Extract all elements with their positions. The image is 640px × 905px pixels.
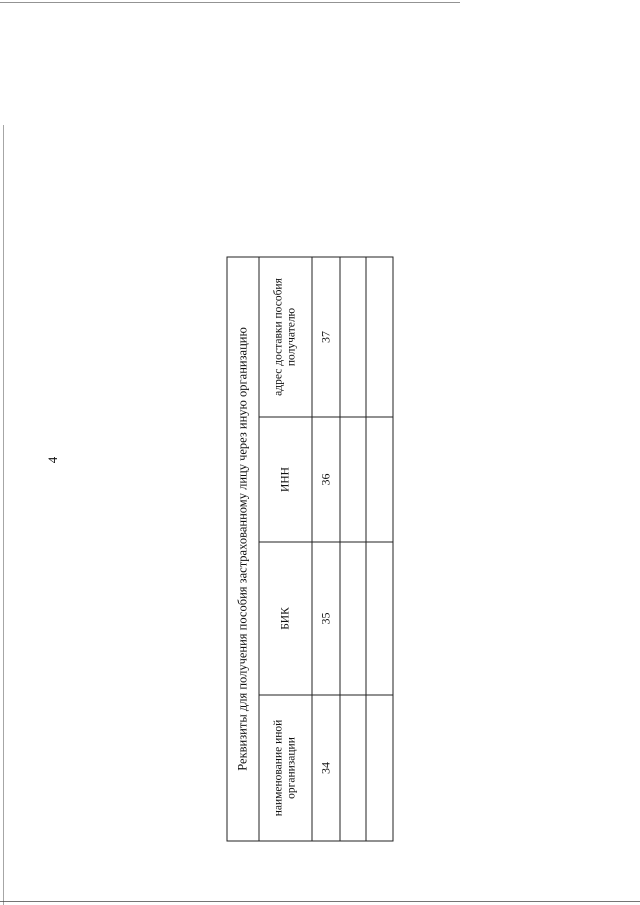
- table-cell: [340, 417, 366, 542]
- table-cell: [366, 695, 393, 841]
- table-title: Реквизиты для получения пособия застрахованному лицу через иную организацию: [227, 257, 259, 841]
- column-number-36: 36: [312, 417, 340, 542]
- table-cell: [366, 542, 393, 695]
- table-row: [340, 257, 366, 841]
- table-number-row: [312, 257, 340, 841]
- header-bik: БИК: [259, 542, 312, 695]
- table-cell: [340, 542, 366, 695]
- column-number-34: 34: [312, 695, 340, 841]
- column-number-35: 35: [312, 542, 340, 695]
- table-cell: [340, 257, 366, 417]
- header-inn: ИНН: [259, 417, 312, 542]
- requisites-table-container: [227, 258, 390, 842]
- table-cell: [366, 257, 393, 417]
- scan-edge-left: [3, 125, 4, 905]
- column-number-37: 37: [312, 257, 340, 417]
- requisites-table: [227, 256, 394, 841]
- scan-edge-bottom: [0, 901, 640, 902]
- header-organization-name: наименование иной организации: [259, 695, 312, 841]
- table-cell: [340, 695, 366, 841]
- table-row: [366, 257, 393, 841]
- scan-edge-top: [0, 2, 460, 3]
- table-cell: [366, 417, 393, 542]
- table-header-row: [259, 257, 312, 841]
- header-delivery-address: адрес доставки пособия получателю: [259, 257, 312, 417]
- page-number: 4: [45, 456, 60, 464]
- table-title-row: [227, 257, 259, 841]
